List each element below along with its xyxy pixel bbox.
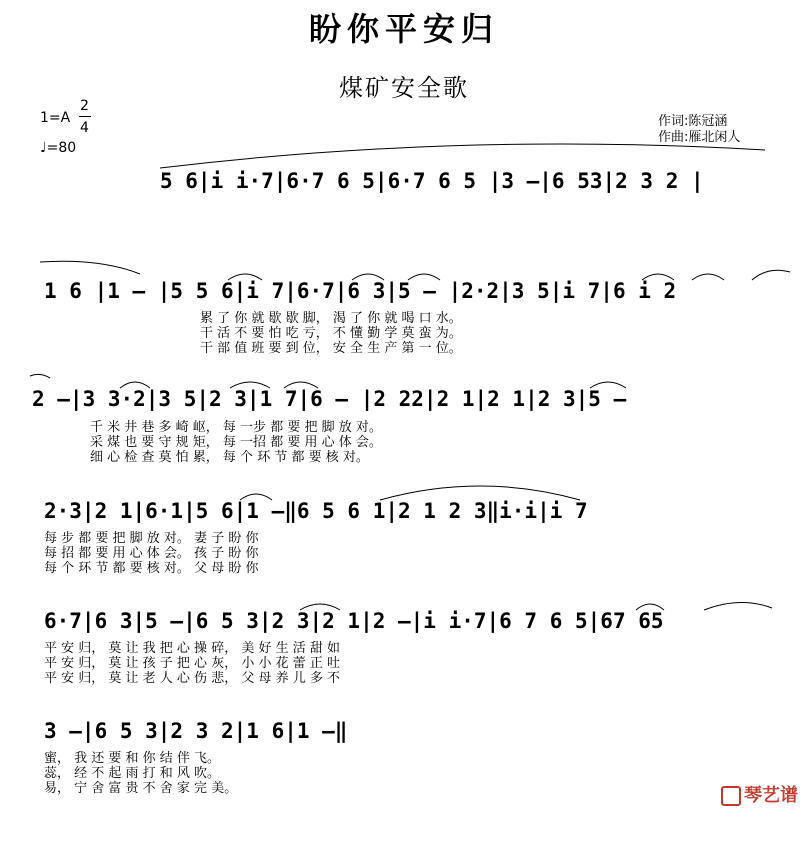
lyric-verse-3: 平 安 归， 莫 让 老 人 心 伤 悲， 父 母 养 儿 多 不 [44, 671, 340, 686]
notation-row: 1 6 |1 – |5 5 6|i 7|6·7|6 3|5 – |2·2|3 5|i 7|6 i 2 [44, 279, 677, 303]
lyric-verse-2: 平 安 归， 莫 让 孩 子 把 心 灰， 小 小 花 蕾 正 吐 [44, 656, 340, 671]
song-title: 盼你平安归 [308, 10, 499, 48]
lyricist-credit: 作词:陈冠涵 [658, 114, 728, 129]
time-signature-top: 2 [80, 98, 89, 114]
lyric-verse-1: 千 米 井 巷 多 崎 岖， 每 一步 都 要 把 脚 放 对。 [90, 420, 382, 435]
lyric-verse-2: 干 活 不 要 怕 吃 亏， 不 懂 勤 学 莫 蛮 为。 [200, 326, 462, 341]
song-subtitle: 煤矿安全歌 [339, 74, 469, 102]
lyric-verse-1: 累 了 你 就 歇 歇 脚， 渴 了 你 就 喝 口 水。 [200, 311, 462, 326]
tempo-mark: ♩=80 [40, 140, 77, 156]
notation-row: 3 –|6 5 3|2 3 2|1 6|1 –‖ [44, 719, 348, 743]
lyric-verse-3: 干 部 值 班 要 到 位， 安 全 生 产 第 一 位。 [200, 341, 462, 356]
lyric-verse-1: 每 步 都 要 把 脚 放 对。 妻 子 盼 你 [44, 531, 259, 546]
time-signature-bar [79, 116, 91, 117]
lyric-verse-1: 蜜， 我 还 要 和 你 结 伴 飞。 [44, 751, 221, 766]
notation-row: 6·7|6 3|5 –|6 5 3|2 3|2 1|2 –|i i·7|6 7 6 5|67 65 [44, 609, 664, 633]
lyric-verse-2: 蕊， 经 不 起 雨 打 和 风 吹。 [44, 766, 221, 781]
time-signature-bottom: 4 [80, 120, 89, 136]
score-line-6 [0, 715, 808, 855]
notation-row: 5 6|i i·7|6·7 6 5|6·7 6 5 |3 –|6 53|2 3 2 | [160, 169, 704, 193]
lyric-verse-3: 每 个 环 节 都 要 核 对。 父 母 盼 你 [44, 561, 259, 576]
key-signature: 1=A [40, 110, 71, 126]
logo-icon [721, 786, 741, 806]
lyric-verse-3: 细 心 检 查 莫 怕 累， 每 个 环 节 都 要 核 对。 [90, 450, 369, 465]
lyric-verse-1: 平 安 归， 莫 让 我 把 心 操 碎， 美 好 生 活 甜 如 [44, 641, 340, 656]
notation-row: 2 –|3 3·2|3 5|2 3|1 7|6 – |2 22|2 1|2 1|2 3|5 – [32, 387, 627, 411]
notation-row: 2·3|2 1|6·1|5 6|1 –‖6 5 6 1|2 1 2 3‖i·i|i 7 [44, 499, 588, 523]
watermark-text: 琴艺谱 [744, 785, 798, 806]
lyric-verse-2: 采 煤 也 要 守 规 矩， 每 一招 都 要 用 心 体 会。 [90, 435, 382, 450]
lyric-verse-3: 易， 宁 舍 富 贵 不 舍 家 完 美。 [44, 781, 238, 796]
lyric-verse-2: 每 招 都 要 用 心 体 会。 孩 子 盼 你 [44, 546, 259, 561]
composer-credit: 作曲:雁北闲人 [658, 130, 741, 145]
watermark-logo [721, 781, 798, 807]
